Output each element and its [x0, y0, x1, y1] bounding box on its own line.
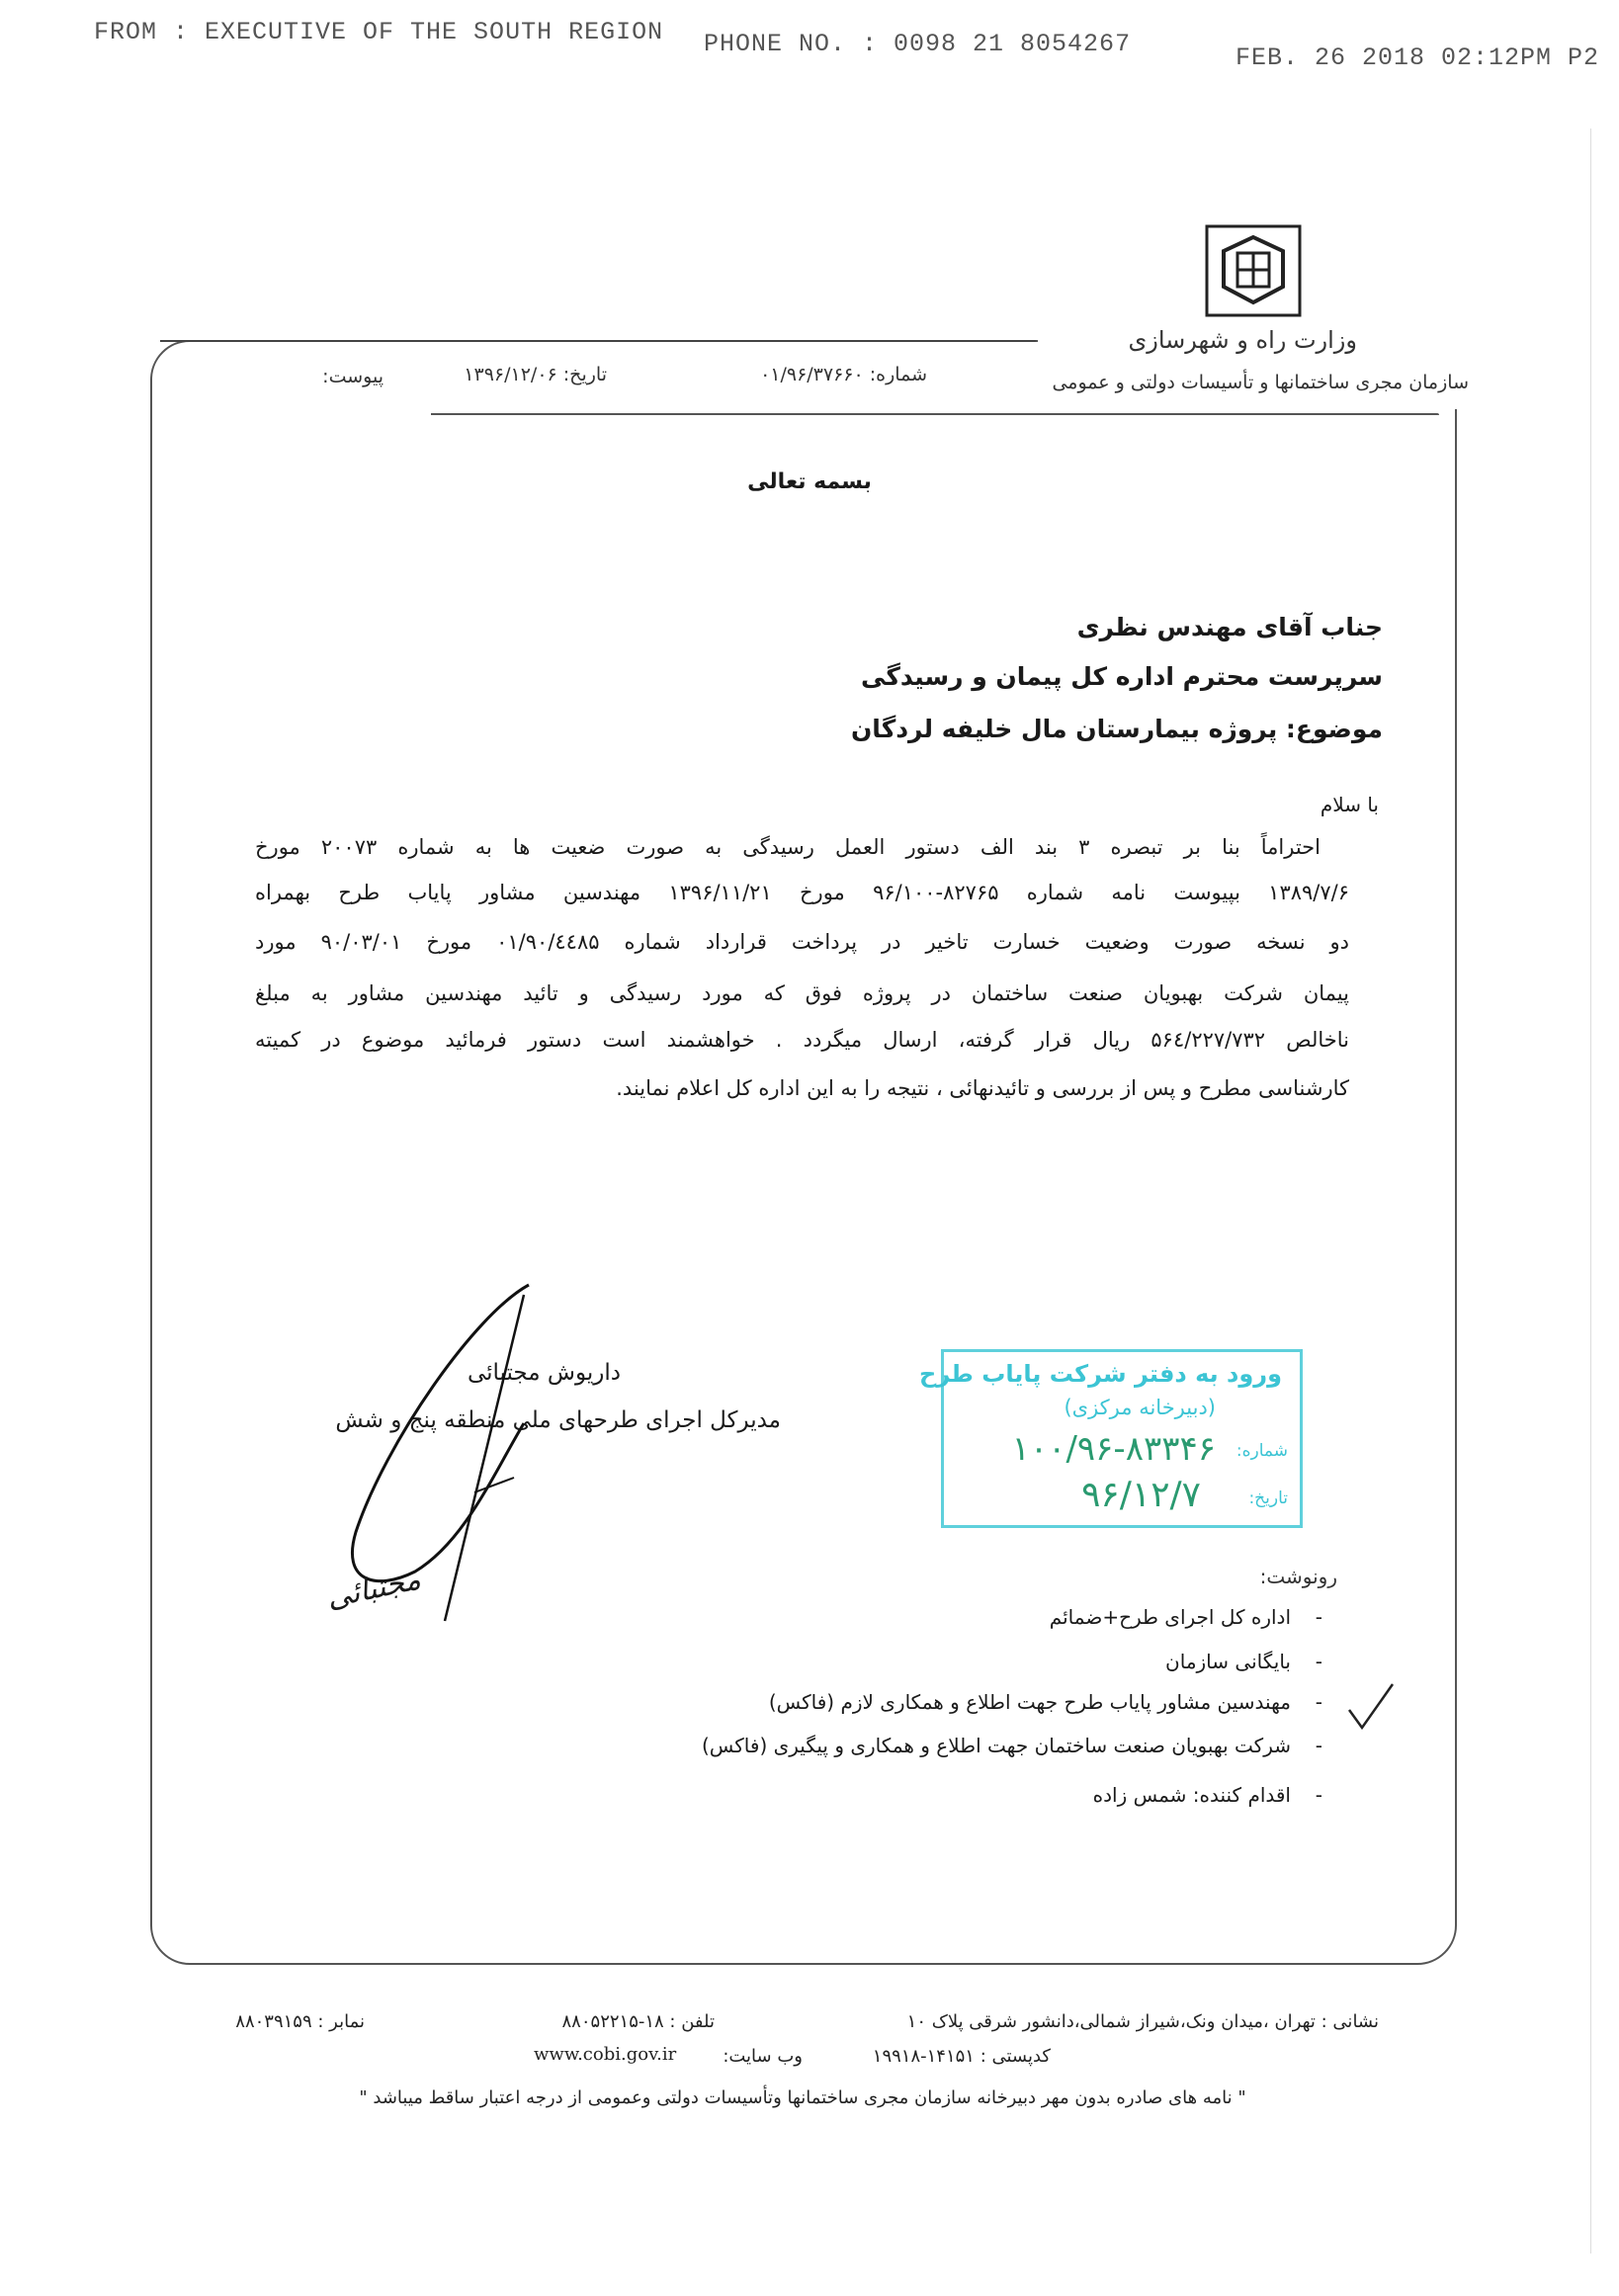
top-divider: [160, 340, 1036, 342]
footer-fax: نمابر : ۸۸۰۳۹۱۵۹: [235, 2011, 365, 2032]
cc-item-5: اقدام کننده: شمس زاده: [1092, 1783, 1291, 1807]
scan-edge: [1590, 128, 1591, 2253]
body-line-6: کارشناسی مطرح و پس از بررسی و تائیدنهائی ، نتیجه را به این اداره کل اعلام نمایند.: [616, 1076, 1349, 1100]
header-divider: [431, 413, 1439, 415]
footer-website-link[interactable]: www.cobi.gov.ir: [534, 2044, 677, 2065]
subject: موضوع: پروژه بیمارستان مال خلیفه لردگان: [850, 715, 1383, 743]
stamp-date-label: تاریخ:: [1248, 1488, 1288, 1508]
cc-bullet: -: [1315, 1734, 1322, 1757]
cc-label: رونوشت:: [1259, 1565, 1337, 1588]
body-line-3: دو نسخه صورت وضعیت خسارت تاخیر در پرداخت قرارداد شماره ۰۱/۹۰/٤٤٨۵ مورخ ۹۰/۰۳/۰۱ مورد: [255, 930, 1350, 954]
signatory-name: داریوش مجتبائی: [467, 1360, 621, 1386]
organization-name: سازمان مجری ساختمانها و تأسیسات دولتی و عمومی: [1052, 372, 1469, 393]
stamp-number-value: ۱۰۰/۹۶-۸۳۳۴۶: [1011, 1429, 1216, 1469]
cc-item-2: بایگانی سازمان: [1165, 1650, 1291, 1673]
footer-address: نشانی : تهران ،میدان ونک،شیراز شمالی،دانشور شرقی پلاک ۱۰: [906, 2011, 1379, 2032]
stamp-line1: ورود به دفتر شرکت پایاب طرح: [919, 1360, 1282, 1388]
footer-notice: " نامه های صادره بدون مهر دبیرخانه سازمان مجری ساختمانها وتأسیسات دولتی وعمومی از درجه اعتبار ساقط میباشد ": [359, 2087, 1246, 2108]
received-stamp: [919, 1349, 1303, 1528]
body-line-2: ۱۳۸۹/۷/۶ بپیوست نامه شماره ۸۲۷۶۵-۹۶/۱۰۰ مورخ ۱۳۹۶/۱۱/۲۱ مهندسین مشاور پایاب طرح بهمراه: [255, 881, 1349, 904]
number-value: ۰۱/۹۶/۳۷۶۶۰: [760, 364, 864, 385]
checkmark-icon: [1346, 1680, 1396, 1736]
fax-date: FEB. 26 2018 02:12PM P2: [1236, 43, 1600, 72]
cc-item-1: اداره کل اجرای طرح+ضمائم: [1049, 1605, 1291, 1629]
body-line-5: ناخالص ۵۶٤/۲۲۷/۷۳۲ ریال قرار گرفته، ارسال میگردد . خواهشمند است دستور فرمائید موضوع در کمیته: [255, 1028, 1349, 1052]
footer-postal-code: کدپستی : ۱۴۱۵۱-۱۹۹۱۸: [872, 2046, 1051, 2067]
date-label: تاریخ:: [562, 364, 607, 385]
body-line-4: پیمان شرکت بهبویان صنعت ساختمان در پروژه فوق که مورد رسیدگی و تائید مهندسین مشاور به مبلغ: [255, 981, 1349, 1005]
cc-item-3: مهندسین مشاور پایاب طرح جهت اطلاع و همکاری لازم (فاکس): [768, 1690, 1291, 1714]
footer-website-label: وب سایت:: [723, 2046, 803, 2067]
stamp-date-value: ۹۶/۱۲/۷: [1081, 1475, 1201, 1515]
body-line-1: احتراماً بنا بر تبصره ۳ بند الف دستور العمل رسیدگی به صورت ضعیت ها به شماره ۲۰۰۷۳ مورخ: [255, 835, 1321, 859]
greeting: با سلام: [1320, 793, 1379, 816]
number-label: شماره:: [869, 364, 927, 385]
fax-phone: PHONE NO. : 0098 21 8054267: [704, 30, 1132, 58]
ministry-name: وزارت راه و شهرسازی: [1128, 326, 1357, 354]
cc-item-4: شرکت بهبویان صنعت ساختمان جهت اطلاع و همکاری و پیگیری (فاکس): [701, 1734, 1291, 1757]
footer-phone: تلفن : ۱۸-۸۸۰۵۲۲۱۵: [561, 2011, 715, 2032]
stamp-number-label: شماره:: [1236, 1441, 1288, 1461]
addressee-name: جناب آقای مهندس نظری: [1076, 613, 1383, 641]
cc-bullet: -: [1315, 1783, 1322, 1807]
signatory-title: مدیرکل اجرای طرحهای ملی منطقه پنج و شش: [335, 1407, 781, 1433]
addressee-title: سرپرست محترم اداره کل پیمان و رسیدگی: [861, 662, 1383, 691]
invocation: بسمه تعالی: [747, 469, 872, 494]
ministry-logo: [1204, 223, 1303, 318]
attachment-label: پیوست:: [322, 366, 383, 387]
cc-bullet: -: [1315, 1605, 1322, 1629]
cc-bullet: -: [1315, 1650, 1322, 1673]
stamp-line2: (دبیرخانه مرکزی): [1064, 1396, 1216, 1419]
letter-number: [760, 364, 927, 385]
cc-bullet: -: [1315, 1690, 1322, 1714]
handwritten-name: مجتبائی: [323, 1562, 424, 1616]
letter-date: [464, 364, 607, 385]
fax-from: FROM : EXECUTIVE OF THE SOUTH REGION: [94, 18, 664, 46]
date-value: ۱۳۹۶/۱۲/۰۶: [464, 364, 557, 385]
letter-frame: [150, 340, 1457, 1965]
